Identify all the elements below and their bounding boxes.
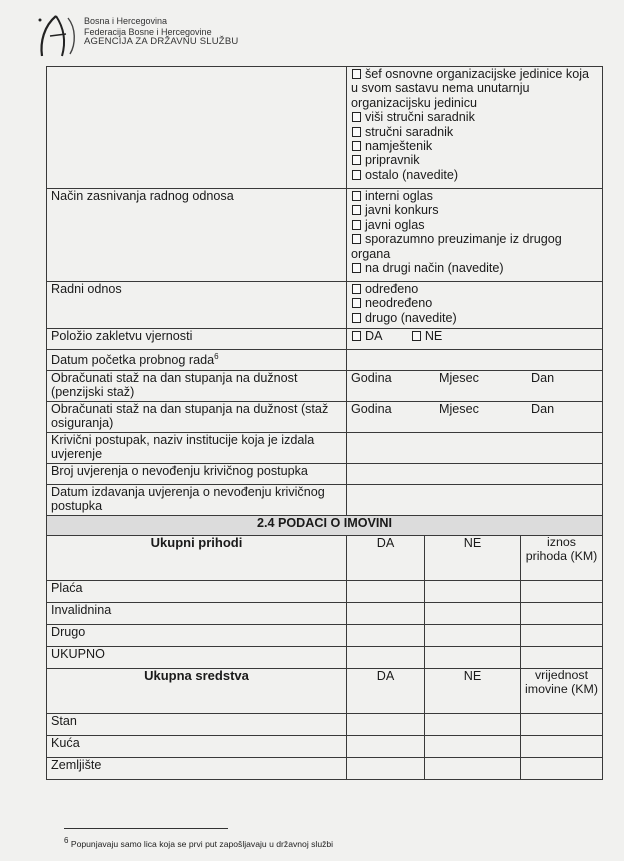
- federation-name: Federacija Bosne i Hercegovine: [84, 26, 212, 37]
- income-yes-cell[interactable]: [347, 581, 425, 603]
- checkbox[interactable]: [412, 331, 421, 341]
- income-row: [47, 647, 603, 669]
- employment-method-option[interactable]: interni oglas: [351, 189, 598, 203]
- checkbox[interactable]: [352, 205, 361, 215]
- employment-method-option[interactable]: javni oglas: [351, 218, 598, 232]
- agency-name: AGENCIJA ZA DRŽAVNU SLUŽBU: [84, 36, 239, 47]
- income-no-cell[interactable]: [425, 625, 521, 647]
- criminal-proceedings-label: Krivični postupak, naziv institucije koja je izdala uvjerenje: [47, 433, 347, 464]
- position-option[interactable]: šef osnovne organizacijske jedinice koja u svom sastavu nema unutarnju organizacijsku jedinicu: [351, 67, 590, 110]
- employment-method-options: [347, 189, 603, 282]
- criminal-proceedings-value[interactable]: [347, 433, 603, 464]
- position-label-cell: [47, 67, 347, 189]
- oath-label: Položio zakletvu vjernosti: [47, 329, 347, 350]
- property-row-label: Stan: [47, 714, 347, 736]
- property-amount-cell[interactable]: [521, 714, 603, 736]
- property-amount-cell[interactable]: [521, 736, 603, 758]
- property-no-cell[interactable]: [425, 714, 521, 736]
- service-pension-label: Obračunati staž na dan stupanja na dužnost (penzijski staž): [47, 371, 347, 402]
- income-row: [47, 581, 603, 603]
- employment-method-option[interactable]: javni konkurs: [351, 203, 598, 217]
- checkbox[interactable]: [352, 331, 361, 341]
- employment-type-option[interactable]: neodređeno: [351, 296, 598, 310]
- position-option[interactable]: ostalo (navedite): [351, 168, 598, 182]
- certificate-date-row: [47, 485, 603, 516]
- certificate-date-value[interactable]: [347, 485, 603, 516]
- employment-type-label: Radni odnos: [47, 282, 347, 329]
- income-row: [47, 603, 603, 625]
- property-yes-cell[interactable]: [347, 714, 425, 736]
- property-yes-cell[interactable]: [347, 758, 425, 780]
- position-row: [47, 67, 603, 189]
- employment-type-option[interactable]: drugo (navedite): [351, 311, 598, 325]
- property-row-label: Kuća: [47, 736, 347, 758]
- income-yes-header: DA: [347, 536, 425, 581]
- checkbox[interactable]: [352, 313, 361, 323]
- employment-type-options: [347, 282, 603, 329]
- income-no-cell[interactable]: [425, 581, 521, 603]
- property-row: [47, 714, 603, 736]
- income-row-label: Plaća: [47, 581, 347, 603]
- oath-options: [347, 329, 603, 350]
- income-yes-cell[interactable]: [347, 647, 425, 669]
- footnote-mark: 6: [64, 836, 69, 845]
- employment-type-row: [47, 282, 603, 329]
- income-header: Ukupni prihodi: [47, 536, 347, 581]
- property-no-header: NE: [425, 669, 521, 714]
- income-amount-cell[interactable]: [521, 581, 603, 603]
- income-row-label: UKUPNO: [47, 647, 347, 669]
- service-insurance-label: Obračunati staž na dan stupanja na dužnost (staž osiguranja): [47, 402, 347, 433]
- service-insurance-value[interactable]: Godina Mjesec Dan: [347, 402, 603, 433]
- probation-label: Datum početka probnog rada$^6$: [47, 350, 347, 371]
- property-no-cell[interactable]: [425, 736, 521, 758]
- income-row-label: Drugo: [47, 625, 347, 647]
- property-row: [47, 736, 603, 758]
- footnote-reference: 6: [214, 352, 219, 361]
- checkbox[interactable]: [352, 263, 361, 273]
- oath-no-option[interactable]: NE: [411, 329, 443, 343]
- assets-section-title: 2.4 PODACI O IMOVINI: [47, 516, 603, 536]
- property-yes-header: DA: [347, 669, 425, 714]
- oath-row: [47, 329, 603, 350]
- income-no-header: NE: [425, 536, 521, 581]
- checkbox[interactable]: [352, 298, 361, 308]
- service-pension-row: [47, 371, 603, 402]
- income-header-row: [47, 536, 603, 581]
- country-name: Bosna i Hercegovina: [84, 16, 168, 26]
- oath-yes-option[interactable]: DA: [351, 329, 382, 343]
- income-yes-cell[interactable]: [347, 603, 425, 625]
- assets-section-row: [47, 516, 603, 536]
- footnote-text: Popunjavaju samo lica koja se prvi put zapošljavaju u državnoj službi: [70, 838, 334, 849]
- income-no-cell[interactable]: [425, 647, 521, 669]
- position-option[interactable]: pripravnik: [351, 153, 598, 167]
- checkbox[interactable]: [352, 234, 361, 244]
- property-amount-header: vrijednost imovine (KM): [521, 669, 603, 714]
- property-yes-cell[interactable]: [347, 736, 425, 758]
- service-insurance-row: [47, 402, 603, 433]
- income-row-label: Invalidnina: [47, 603, 347, 625]
- position-option[interactable]: viši stručni saradnik: [351, 110, 598, 124]
- position-option[interactable]: stručni saradnik: [351, 125, 598, 139]
- checkbox[interactable]: [352, 284, 361, 294]
- checkbox[interactable]: [352, 112, 361, 122]
- income-amount-cell[interactable]: [521, 603, 603, 625]
- footnote-divider: [64, 828, 228, 829]
- certificate-number-label: Broj uvjerenja o nevođenju krivičnog postupka: [47, 464, 347, 485]
- footnote: [64, 836, 333, 849]
- property-row-label: Zemljište: [47, 758, 347, 780]
- income-amount-cell[interactable]: [521, 625, 603, 647]
- checkbox[interactable]: [352, 170, 361, 180]
- position-option[interactable]: namještenik: [351, 139, 598, 153]
- property-header-row: [47, 669, 603, 714]
- income-no-cell[interactable]: [425, 603, 521, 625]
- property-amount-cell[interactable]: [521, 758, 603, 780]
- checkbox[interactable]: [352, 191, 361, 201]
- checkbox[interactable]: [352, 155, 361, 165]
- probation-value[interactable]: [347, 350, 603, 371]
- employment-method-option[interactable]: sporazumno preuzimanje iz drugog organa: [351, 232, 562, 261]
- checkbox[interactable]: [352, 127, 361, 137]
- criminal-proceedings-row: [47, 433, 603, 464]
- checkbox[interactable]: [352, 69, 361, 79]
- employment-method-option[interactable]: na drugi način (navedite): [351, 261, 598, 275]
- checkbox[interactable]: [352, 141, 361, 151]
- employment-type-option[interactable]: određeno: [351, 282, 598, 296]
- income-row: [47, 625, 603, 647]
- employment-form-table: [46, 66, 603, 780]
- position-options-cell: [347, 67, 603, 189]
- property-no-cell[interactable]: [425, 758, 521, 780]
- service-pension-value[interactable]: Godina Mjesec Dan: [347, 371, 603, 402]
- agency-logo: [36, 12, 78, 58]
- checkbox[interactable]: [352, 220, 361, 230]
- certificate-number-value[interactable]: [347, 464, 603, 485]
- income-yes-cell[interactable]: [347, 625, 425, 647]
- certificate-number-row: [47, 464, 603, 485]
- employment-method-label: Način zasnivanja radnog odnosa: [47, 189, 347, 282]
- employment-method-row: [47, 189, 603, 282]
- certificate-date-label: Datum izdavanja uvjerenja o nevođenju krivičnog postupka: [47, 485, 347, 516]
- agency-header: [84, 16, 238, 48]
- income-amount-header: iznos prihoda (KM): [521, 536, 603, 581]
- property-header: Ukupna sredstva: [47, 669, 347, 714]
- probation-row: [47, 350, 603, 371]
- property-row: [47, 758, 603, 780]
- income-amount-cell[interactable]: [521, 647, 603, 669]
